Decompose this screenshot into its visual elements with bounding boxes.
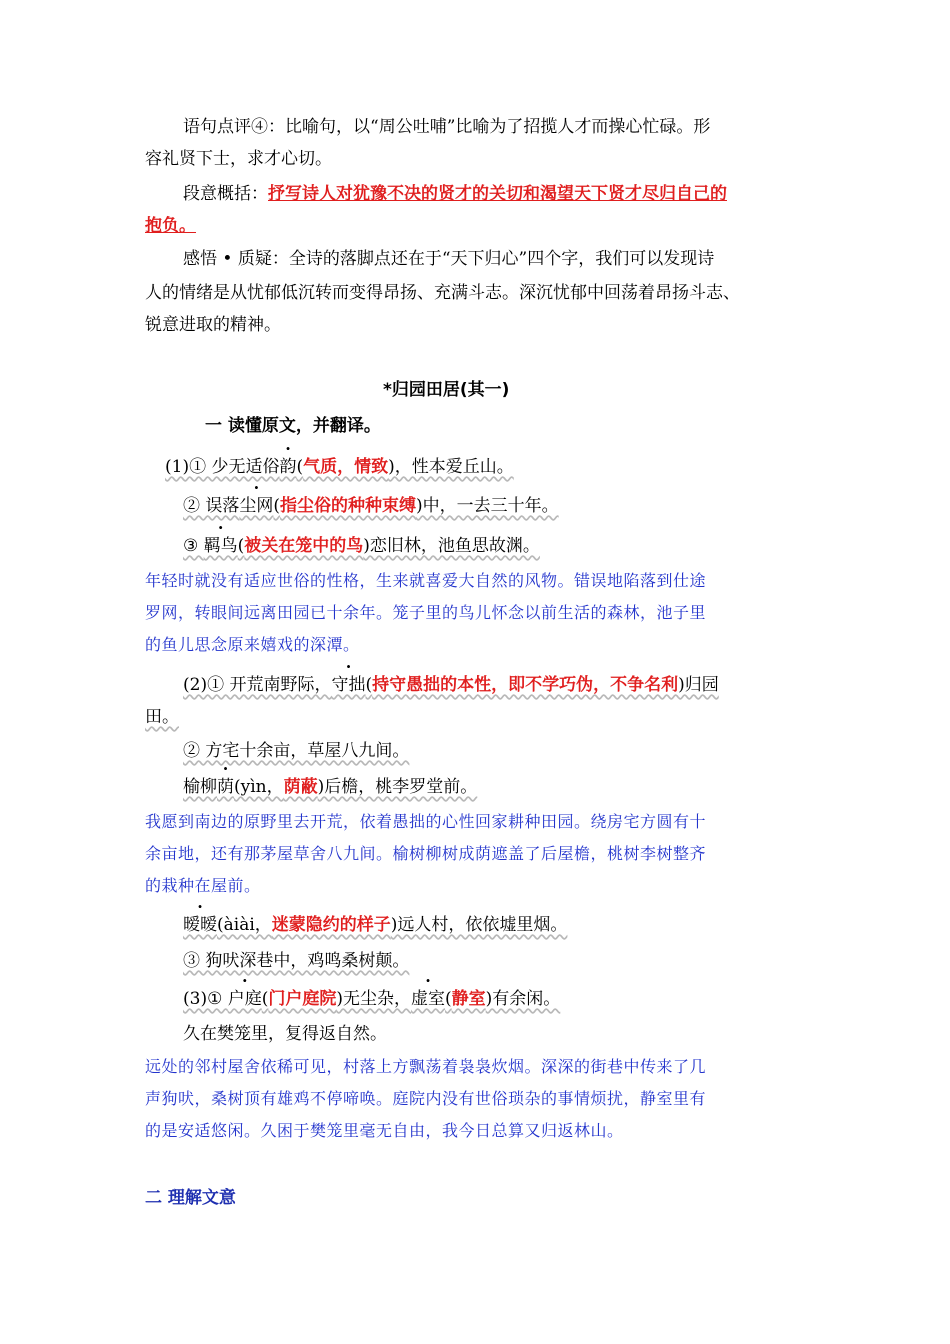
text: ( bbox=[237, 536, 245, 556]
dotted-word: 尘网 bbox=[239, 496, 274, 516]
text: (3)① bbox=[183, 989, 228, 1009]
text: )有余闲。 bbox=[485, 989, 561, 1009]
poem-line-9 bbox=[183, 985, 560, 1013]
translation-1-line-1: 年轻时就没有适应世俗的性格，生来就喜爱大自然的风物。错误地陷落到仕途 bbox=[145, 571, 707, 590]
text: )无尘杂， bbox=[336, 989, 412, 1009]
poem-line-5 bbox=[183, 737, 409, 765]
dotted-word: 暧暧 bbox=[183, 915, 217, 935]
poem-line-2 bbox=[183, 492, 559, 520]
annotation: 气质，情致 bbox=[303, 457, 389, 477]
summary-label: 段意概括： bbox=[183, 184, 268, 204]
text: 榆柳 bbox=[183, 777, 217, 797]
poem-line-3 bbox=[183, 532, 540, 560]
text: ( bbox=[273, 496, 281, 516]
text: 田。 bbox=[145, 707, 179, 727]
comment-line-2: 容礼贤下士，求才心切。 bbox=[145, 149, 332, 169]
dotted-word: 守拙 bbox=[331, 675, 366, 695]
text: ② 误落 bbox=[183, 496, 240, 516]
part1-heading: 一 读懂原文，并翻译。 bbox=[205, 416, 381, 436]
translation-3-line-2: 声狗吠，桑树顶有雄鸡不停啼唤。庭院内没有世俗琐杂的事情烦扰，静室里有 bbox=[145, 1089, 707, 1108]
comment-line-1: 语句点评④：比喻句，以“周公吐哺”比喻为了招揽人才而操心忙碌。形 bbox=[183, 117, 711, 137]
text: ( bbox=[445, 989, 452, 1009]
text: )中，一去三十年。 bbox=[416, 496, 559, 516]
reflection-line-2: 人的情绪是从忧郁低沉转而变得昂扬、充满斗志。深沉忧郁中回荡着昂扬斗志、 bbox=[145, 283, 740, 303]
reflection-line-3: 锐意进取的精神。 bbox=[145, 315, 281, 335]
translation-1-line-2: 罗网，转眼间远离田园已十余年。笼子里的鸟儿怀念以前生活的森林，池子里 bbox=[145, 603, 707, 622]
poem-line-7 bbox=[183, 911, 567, 939]
text: )恋旧林，池鱼思故渊。 bbox=[363, 536, 540, 556]
translation-1-line-3: 的鱼儿思念原来嬉戏的深潭。 bbox=[145, 635, 360, 654]
text: )归园 bbox=[678, 675, 719, 695]
annotation: 被关在笼中的鸟 bbox=[244, 536, 364, 556]
summary-red-1: 抒写诗人对犹豫不决的贤才的关切和渴望天下贤才尽归自己的 bbox=[268, 184, 727, 204]
translation-3-line-1: 远处的邻村屋舍依稀可见，村落上方飘荡着袅袅炊烟。深深的街巷中传来了几 bbox=[145, 1057, 707, 1076]
text: ( bbox=[365, 675, 373, 695]
dotted-word: 羁鸟 bbox=[203, 536, 238, 556]
annotation: 荫蔽 bbox=[283, 777, 318, 797]
dotted-word: 韵 bbox=[279, 457, 297, 477]
translation-2-line-2: 余亩地，还有那茅屋草舍八九间。榆树柳树成荫遮盖了后屋檐，桃树李树整齐 bbox=[145, 844, 707, 863]
text: )，性本爱丘山。 bbox=[388, 457, 514, 477]
text: ( bbox=[296, 457, 304, 477]
poem-line-8 bbox=[183, 947, 409, 975]
annotation: 指尘俗的种种束缚 bbox=[280, 496, 417, 516]
text: )后檐，桃李罗堂前。 bbox=[317, 777, 478, 797]
text: (àiài， bbox=[217, 915, 272, 935]
translation-2-line-1: 我愿到南边的原野里去开荒，依着愚拙的心性回家耕种田园。绕房宅方圆有十 bbox=[145, 812, 707, 831]
poem-line-1 bbox=[165, 453, 514, 481]
text: (1)① 少无适俗 bbox=[165, 457, 280, 477]
reflection-line-1: 感悟 • 质疑：全诗的落脚点还在于“天下归心”四个字，我们可以发现诗 bbox=[183, 249, 715, 269]
translation-2-line-3: 的栽种在屋前。 bbox=[145, 876, 261, 895]
text: )远人村，依依墟里烟。 bbox=[390, 915, 568, 935]
dotted-word: 虚室 bbox=[411, 989, 446, 1009]
annotation: 迷蒙隐约的样子 bbox=[271, 915, 391, 935]
text: (yìn， bbox=[234, 777, 284, 797]
poem-line-6 bbox=[183, 773, 477, 801]
text: ( bbox=[261, 989, 269, 1009]
text: ③ 狗吠深巷中，鸡鸣桑树颠。 bbox=[183, 951, 410, 971]
summary-red-2: 抱负。 bbox=[145, 216, 196, 236]
poem-line-4 bbox=[183, 671, 719, 699]
summary-line-2 bbox=[145, 212, 196, 240]
text: ③ bbox=[183, 536, 204, 556]
annotation: 门户庭院 bbox=[268, 989, 337, 1009]
annotation: 持守愚拙的本性，即不学巧伪，不争名利 bbox=[372, 675, 679, 695]
dotted-word: 荫 bbox=[217, 777, 234, 797]
dotted-word: 户庭 bbox=[227, 989, 262, 1009]
part2-heading: 二 理解文意 bbox=[145, 1188, 236, 1208]
summary-line-1 bbox=[183, 180, 727, 208]
poem-title: *归园田居(其一) bbox=[383, 380, 510, 400]
annotation: 静室 bbox=[451, 989, 486, 1009]
poem-line-4-cont bbox=[145, 703, 179, 731]
poem-line-10: 久在樊笼里，复得返自然。 bbox=[183, 1024, 387, 1044]
text: (2)① 开荒南野际， bbox=[183, 675, 332, 695]
translation-3-line-3: 的是安适悠闲。久困于樊笼里毫无自由，我今日总算又归返林山。 bbox=[145, 1121, 624, 1140]
text: ② 方宅十余亩，草屋八九间。 bbox=[183, 741, 410, 761]
